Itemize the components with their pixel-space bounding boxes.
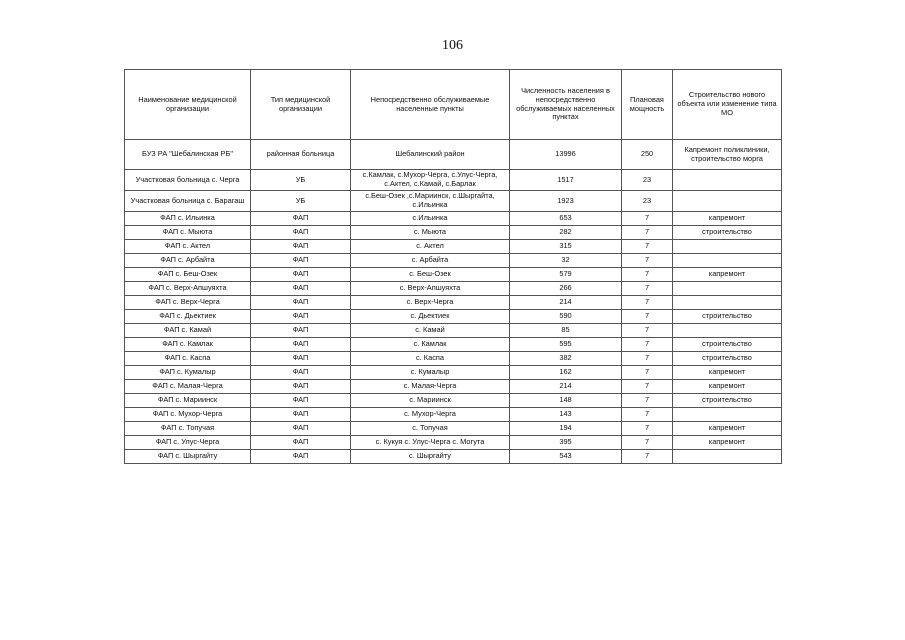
cell-capacity: 7 bbox=[622, 352, 673, 366]
cell-settlements: с. Малая-Черга bbox=[351, 380, 510, 394]
cell-org-type: ФАП bbox=[251, 422, 351, 436]
cell-org-type: ФАП bbox=[251, 240, 351, 254]
cell-construction: капремонт bbox=[673, 268, 782, 282]
cell-population: 1923 bbox=[510, 191, 622, 212]
header-population: Численность населения в непосредственно обслуживаемых населенных пунктах bbox=[510, 70, 622, 140]
cell-construction: капремонт bbox=[673, 422, 782, 436]
cell-population: 162 bbox=[510, 366, 622, 380]
cell-capacity: 7 bbox=[622, 254, 673, 268]
cell-construction bbox=[673, 254, 782, 268]
cell-population: 395 bbox=[510, 436, 622, 450]
cell-construction: строительство bbox=[673, 352, 782, 366]
cell-org-type: ФАП bbox=[251, 324, 351, 338]
table-row bbox=[125, 352, 782, 366]
cell-population: 266 bbox=[510, 282, 622, 296]
table-row bbox=[125, 170, 782, 191]
cell-capacity: 7 bbox=[622, 338, 673, 352]
cell-capacity: 7 bbox=[622, 436, 673, 450]
cell-org-type: ФАП bbox=[251, 394, 351, 408]
table-row bbox=[125, 268, 782, 282]
cell-capacity: 7 bbox=[622, 380, 673, 394]
table-row bbox=[125, 140, 782, 170]
cell-construction: строительство bbox=[673, 394, 782, 408]
cell-population: 214 bbox=[510, 296, 622, 310]
cell-population: 590 bbox=[510, 310, 622, 324]
cell-org-type: ФАП bbox=[251, 408, 351, 422]
cell-construction: строительство bbox=[673, 338, 782, 352]
table-row bbox=[125, 408, 782, 422]
cell-settlements: с. Беш-Озек bbox=[351, 268, 510, 282]
cell-settlements: с. Актел bbox=[351, 240, 510, 254]
cell-settlements: с. Мариинск bbox=[351, 394, 510, 408]
cell-org-type: ФАП bbox=[251, 282, 351, 296]
cell-settlements: с. Мыюта bbox=[351, 226, 510, 240]
cell-population: 214 bbox=[510, 380, 622, 394]
cell-population: 653 bbox=[510, 212, 622, 226]
cell-settlements: с. Каспа bbox=[351, 352, 510, 366]
table-row bbox=[125, 366, 782, 380]
cell-capacity: 7 bbox=[622, 450, 673, 464]
header-org-name: Наименование медицинской организации bbox=[125, 70, 251, 140]
table-row bbox=[125, 212, 782, 226]
cell-org-type: ФАП bbox=[251, 450, 351, 464]
cell-capacity: 7 bbox=[622, 282, 673, 296]
cell-settlements: с. Дьектиек bbox=[351, 310, 510, 324]
cell-capacity: 7 bbox=[622, 212, 673, 226]
cell-construction: капремонт bbox=[673, 380, 782, 394]
cell-capacity: 7 bbox=[622, 324, 673, 338]
cell-population: 143 bbox=[510, 408, 622, 422]
cell-org-type: УБ bbox=[251, 191, 351, 212]
table-row bbox=[125, 240, 782, 254]
cell-capacity: 7 bbox=[622, 226, 673, 240]
cell-settlements: с. Арбайта bbox=[351, 254, 510, 268]
cell-org-name: Участковая больница с. Черга bbox=[125, 170, 251, 191]
cell-org-name: ФАП с. Верх-Черга bbox=[125, 296, 251, 310]
cell-settlements: с. Камай bbox=[351, 324, 510, 338]
cell-population: 32 bbox=[510, 254, 622, 268]
cell-population: 1517 bbox=[510, 170, 622, 191]
cell-construction: строительство bbox=[673, 226, 782, 240]
cell-org-name: ФАП с. Улус-Черга bbox=[125, 436, 251, 450]
cell-settlements: Шебалинский район bbox=[351, 140, 510, 170]
cell-org-name: ФАП с. Ильинка bbox=[125, 212, 251, 226]
table-row bbox=[125, 436, 782, 450]
cell-population: 85 bbox=[510, 324, 622, 338]
cell-org-name: ФАП с. Верх-Апшуяхта bbox=[125, 282, 251, 296]
cell-capacity: 7 bbox=[622, 394, 673, 408]
cell-org-name: ФАП с. Беш-Озек bbox=[125, 268, 251, 282]
cell-construction: строительство bbox=[673, 310, 782, 324]
table-row bbox=[125, 380, 782, 394]
cell-population: 282 bbox=[510, 226, 622, 240]
cell-capacity: 7 bbox=[622, 366, 673, 380]
cell-org-type: ФАП bbox=[251, 436, 351, 450]
cell-org-name: ФАП с. Мухор-Черга bbox=[125, 408, 251, 422]
cell-org-name: ФАП с. Камай bbox=[125, 324, 251, 338]
cell-construction bbox=[673, 408, 782, 422]
table-row bbox=[125, 226, 782, 240]
cell-org-name: ФАП с. Топучая bbox=[125, 422, 251, 436]
cell-settlements: с.Камлак, с.Мухор-Черга, с.Улус-Черга, с.Актел, с.Камай, с.Барлак bbox=[351, 170, 510, 191]
table-row bbox=[125, 422, 782, 436]
cell-population: 382 bbox=[510, 352, 622, 366]
cell-settlements: с. Верх-Черга bbox=[351, 296, 510, 310]
table-row bbox=[125, 254, 782, 268]
cell-org-type: ФАП bbox=[251, 352, 351, 366]
cell-org-type: ФАП bbox=[251, 268, 351, 282]
cell-org-type: ФАП bbox=[251, 212, 351, 226]
cell-population: 13996 bbox=[510, 140, 622, 170]
cell-org-type: районная больница bbox=[251, 140, 351, 170]
cell-settlements: с. Топучая bbox=[351, 422, 510, 436]
cell-construction bbox=[673, 191, 782, 212]
cell-capacity: 7 bbox=[622, 296, 673, 310]
table-row bbox=[125, 338, 782, 352]
cell-org-type: ФАП bbox=[251, 226, 351, 240]
cell-construction: капремонт bbox=[673, 212, 782, 226]
cell-capacity: 7 bbox=[622, 240, 673, 254]
table-row bbox=[125, 310, 782, 324]
cell-org-name: БУЗ РА "Шебалинская РБ" bbox=[125, 140, 251, 170]
cell-org-name: ФАП с. Актел bbox=[125, 240, 251, 254]
cell-construction bbox=[673, 282, 782, 296]
cell-population: 148 bbox=[510, 394, 622, 408]
table-row bbox=[125, 394, 782, 408]
table-row bbox=[125, 191, 782, 212]
page-number: 106 bbox=[442, 38, 463, 53]
cell-capacity: 7 bbox=[622, 268, 673, 282]
cell-org-name: ФАП с. Мариинск bbox=[125, 394, 251, 408]
cell-settlements: с. Камлак bbox=[351, 338, 510, 352]
cell-org-name: ФАП с. Каспа bbox=[125, 352, 251, 366]
cell-org-name: ФАП с. Мыюта bbox=[125, 226, 251, 240]
header-construction: Строительство нового объекта или изменение типа МО bbox=[673, 70, 782, 140]
cell-construction: капремонт bbox=[673, 436, 782, 450]
cell-org-type: ФАП bbox=[251, 254, 351, 268]
cell-construction bbox=[673, 240, 782, 254]
cell-settlements: с. Кукуя с. Улус-Черга с. Могута bbox=[351, 436, 510, 450]
cell-population: 543 bbox=[510, 450, 622, 464]
cell-population: 595 bbox=[510, 338, 622, 352]
cell-capacity: 23 bbox=[622, 170, 673, 191]
cell-org-type: ФАП bbox=[251, 338, 351, 352]
cell-population: 194 bbox=[510, 422, 622, 436]
cell-settlements: с. Кумалыр bbox=[351, 366, 510, 380]
cell-capacity: 7 bbox=[622, 422, 673, 436]
medical-organizations-table bbox=[124, 69, 782, 464]
cell-capacity: 7 bbox=[622, 310, 673, 324]
cell-org-name: ФАП с. Арбайта bbox=[125, 254, 251, 268]
cell-population: 315 bbox=[510, 240, 622, 254]
cell-settlements: с.Ильинка bbox=[351, 212, 510, 226]
cell-settlements: с. Мухор-Черга bbox=[351, 408, 510, 422]
cell-settlements: с. Верх-Апшуяхта bbox=[351, 282, 510, 296]
cell-org-type: УБ bbox=[251, 170, 351, 191]
cell-capacity: 7 bbox=[622, 408, 673, 422]
cell-org-name: ФАП с. Малая-Черга bbox=[125, 380, 251, 394]
table-row bbox=[125, 450, 782, 464]
table-row bbox=[125, 282, 782, 296]
cell-settlements: с. Шыргайту bbox=[351, 450, 510, 464]
cell-construction bbox=[673, 450, 782, 464]
cell-org-type: ФАП bbox=[251, 380, 351, 394]
table-header-row bbox=[125, 70, 782, 140]
cell-org-name: ФАП с. Шыргайту bbox=[125, 450, 251, 464]
cell-org-name: Участковая больница с. Барагаш bbox=[125, 191, 251, 212]
header-capacity: Плановая мощность bbox=[622, 70, 673, 140]
cell-population: 579 bbox=[510, 268, 622, 282]
header-org-type: Тип медицинской организации bbox=[251, 70, 351, 140]
cell-org-name: ФАП с. Кумалыр bbox=[125, 366, 251, 380]
cell-capacity: 23 bbox=[622, 191, 673, 212]
cell-construction bbox=[673, 170, 782, 191]
cell-construction: капремонт bbox=[673, 366, 782, 380]
cell-construction bbox=[673, 296, 782, 310]
table-row bbox=[125, 324, 782, 338]
cell-capacity: 250 bbox=[622, 140, 673, 170]
cell-org-name: ФАП с. Камлак bbox=[125, 338, 251, 352]
cell-org-type: ФАП bbox=[251, 310, 351, 324]
cell-construction bbox=[673, 324, 782, 338]
cell-settlements: с.Беш-Озек ,с.Мариинск, с.Шыргайта, с.Ильинка bbox=[351, 191, 510, 212]
table-body bbox=[125, 140, 782, 464]
cell-org-type: ФАП bbox=[251, 296, 351, 310]
cell-org-type: ФАП bbox=[251, 366, 351, 380]
table-row bbox=[125, 296, 782, 310]
cell-org-name: ФАП с. Дьектиек bbox=[125, 310, 251, 324]
header-settlements: Непосредственно обслуживаемые населенные пункты bbox=[351, 70, 510, 140]
cell-construction: Капремонт поликлиники, строительство морга bbox=[673, 140, 782, 170]
